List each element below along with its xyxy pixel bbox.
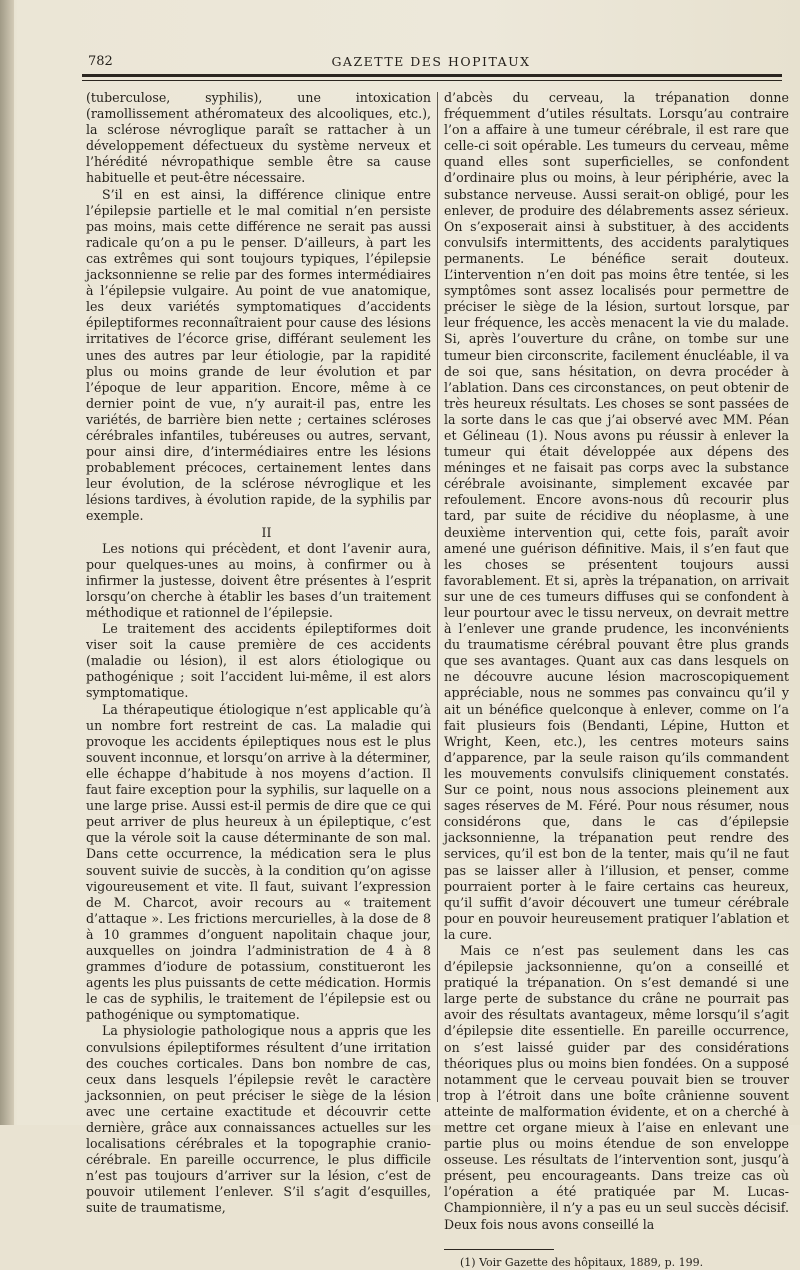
paragraph: Les notions qui précèdent, et dont l’avenir aura, pour quelques-unes au moins, à confirmer ou à infirmer la justesse, doivent être présentes à l’esprit lorsqu’on cherche à établir les bases d’un traitement méthodique et rationnel de l’épilepsie. <box>86 540 431 620</box>
header-rule-thin <box>82 80 782 81</box>
column-divider <box>437 92 438 1102</box>
right-column <box>444 90 789 1270</box>
paragraph: d’abcès du cerveau, la trépanation donne fréquemment d’utiles résultats. Lorsqu’au contraire l’on a affaire à une tumeur cérébrale, il est rare que celle-ci soit opérable. Les tumeurs du cerveau, même quand elles sont superficielles, se confondent d’ordinaire plus ou moins, à leur périphérie, avec la substance nerveuse. Aussi serait-on obligé, pour les enlever, de produire des délabrements assez sérieux. On s’exposerait ainsi à substituer, à des accidents convulsifs intermittents, des accidents paralytiques permanents. Le bénéfice serait douteux. L’intervention n’en doit pas moins être tentée, si les symptômes sont assez localisés pour permettre de préciser le siège de la lésion, surtout lorsque, par leur fréquence, les accès menacent la vie du malade. Si, après l’ouverture du crâne, on tombe sur une tumeur bien circonscrite, facilement énucléable, il va de soi que, sans hésitation, on devra procéder à l’ablation. Dans ces circonstances, on peut obtenir de très heureux résultats. Les choses se sont passées de la sorte dans le cas que j’ai observé avec MM. Péan et Gélineau (1). Nous avons pu réussir à enlever la tumeur qui était développée aux dépens des méninges et ne faisait pas corps avec la substance cérébrale avoisinante, simplement excavée par refoulement. Encore avons-nous dû recourir plus tard, par suite de récidive du néoplasme, à une deuxième intervention qui, cette fois, paraît avoir amené une guérison définitive. Mais, il s’en faut que les choses se présentent toujours aussi favorablement. Et si, après la trépanation, on arrivait sur une de ces tumeurs diffuses qui se confondent à leur pourtour avec le tissu nerveux, on devrait mettre à l’enlever une grande prudence, les inconvénients du traumatisme cérébral pouvant être plus grands que ses avantages. Quant aux cas dans lesquels on ne découvre aucune lésion macroscopiquement appréciable, nous ne sommes pas convaincu qu’il y ait un bénéfice quelconque à enlever, comme on l’a fait plusieurs fois (Bendanti, Lépine, Hutton et Wright, Keen, etc.), les centres moteurs sains d’apparence, par la seule raison qu’ils commandent les mouvements convulsifs cliniquement constatés. Sur ce point, nous nous associons pleinement aux sages réserves de M. Féré. Pour nous résumer, nous considérons que, dans le cas d’épilepsie jacksonnienne, la trépanation peut rendre des services, qu’il est bon de la tenter, mais qu’il ne faut pas se laisser aller à l’illusion, et penser, comme pourraient porter à le faire certains cas heureux, qu’il suffit d’avoir découvert une tumeur cérébrale pour en pouvoir heureusement pratiquer l’ablation et la cure. <box>444 90 789 942</box>
page-header <box>78 50 784 72</box>
footnote-rule <box>444 1249 554 1250</box>
book-spine-shadow <box>0 0 14 1125</box>
paragraph: S’il en est ainsi, la différence clinique entre l’épilepsie partielle et le mal comitial n’en persiste pas moins, mais cette différence ne serait pas aussi radicale qu’on a pu le penser. D’ailleurs, à part les cas extrêmes qui sont toujours typiques, l’épilepsie jacksonnienne se relie par des formes intermédiaires à l’épilepsie vulgaire. Au point de vue anatomique, les deux variétés symptomatiques d’accidents épileptiformes reconnaîtraient pour cause des lésions irritatives de l’écorce grise, différant seulement les unes des autres par leur étiologie, par la rapidité plus ou moins grande de leur évolution et par l’époque de leur apparition. Encore, même à ce dernier point de vue, n’y aurait-il pas, entre les variétés, de barrière bien nette ; certaines scléroses cérébrales infantiles, tubéreuses ou autres, servant, pour ainsi dire, d’intermédiaires entre les lésions probablement précoces, certainement lentes dans leur évolution, de la sclérose névroglique et les lésions tardives, à évolution rapide, de la syphilis par exemple. <box>86 186 431 524</box>
journal-title: GAZETTE DES HOPITAUX <box>331 54 531 69</box>
paragraph: (tuberculose, syphilis), une intoxication (ramollissement athéromateux des alcooliques, etc.), la sclérose névroglique paraît se rattacher à un développement défectueux du système nerveux et l’hérédité névropathique semble être sa cause habituelle et peut-être nécessaire. <box>86 90 431 186</box>
paragraph: La physiologie pathologique nous a appris que les convulsions épileptiformes résultent d’une irritation des couches corticales. Dans bon nombre de cas, ceux dans lesquels l’épilepsie revêt le caractère jacksonnien, on peut préciser le siège de la lésion avec une certaine exactitude et découvrir cette dernière, grâce aux connaissances actuelles sur les localisations cérébrales et la topographie cranio-cérébrale. En pareille occurrence, le plus difficile n’est pas toujours d’arriver sur la lésion, c’est de pouvoir utilement l’enlever. S’il s’agit d’esquilles, suite de traumatisme, <box>86 1023 431 1216</box>
footnote-text: Voir Gazette des hôpitaux, 1889, p. 199. <box>479 1255 704 1269</box>
footnote-marker: (1) <box>460 1255 476 1269</box>
left-column <box>86 90 431 1217</box>
paragraph: Le traitement des accidents épileptiformes doit viser soit la cause première de ces accidents (maladie ou lésion), il est alors étiologique ou pathogénique ; soit l’accident lui-même, il est alors symptomatique. <box>86 621 431 701</box>
header-rule-thick <box>82 74 782 77</box>
page-number: 782 <box>88 54 113 69</box>
section-heading: II <box>261 524 272 540</box>
paragraph: La thérapeutique étiologique n’est applicable qu’à un nombre fort restreint de cas. La maladie qui provoque les accidents épileptiques nous est le plus souvent inconnue, et lorsqu’on arrive à la déterminer, elle échappe d’habitude à nos moyens d’action. Il faut faire exception pour la syphilis, sur laquelle on a une large prise. Aussi est-il permis de dire que ce qui peut arriver de plus heureux à un épileptique, c’est que la vérole soit la cause déterminante de son mal. Dans cette occurrence, la médication sera le plus souvent suivie de succès, à la condition qu’on agisse vigoureusement et vite. Il faut, suivant l’expression de M. Charcot, avoir recours au « traitement d’attaque ». Les frictions mercurielles, à la dose de 8 à 10 grammes d’onguent napolitain chaque jour, auxquelles on joindra l’administration de 4 à 8 grammes d’iodure de potassium, constitueront les agents les plus puissants de cette médication. Hormis le cas de syphilis, le traitement de l’épilepsie est ou pathogénique ou symptomatique. <box>86 701 431 1023</box>
footnote <box>444 1256 789 1270</box>
paragraph: Mais ce n’est pas seulement dans les cas d’épilepsie jacksonnienne, qu’on a conseillé et pratiqué la trépanation. On s’est demandé si une large perte de substance du crâne ne pourrait pas avoir des résultats avantageux, même lorsqu’il s’agit d’épilepsie dite essentielle. En pareille occurrence, on s’est laissé guider par des considérations théoriques plus ou moins bien fondées. On a supposé notamment que le cerveau pouvait bien se trouver trop à l’étroit dans une boîte crânienne souvent atteinte de malformation évidente, et on a cherché à mettre cet organe mieux à l’aise en enlevant une partie plus ou moins étendue de son enveloppe osseuse. Les résultats de l’intervention sont, jusqu’à présent, peu encourageants. Dans treize cas où l’opération a été pratiquée par M. Lucas-Championnière, il n’y a pas eu un seul succès décisif. Deux fois nous avons conseillé la <box>444 942 789 1232</box>
